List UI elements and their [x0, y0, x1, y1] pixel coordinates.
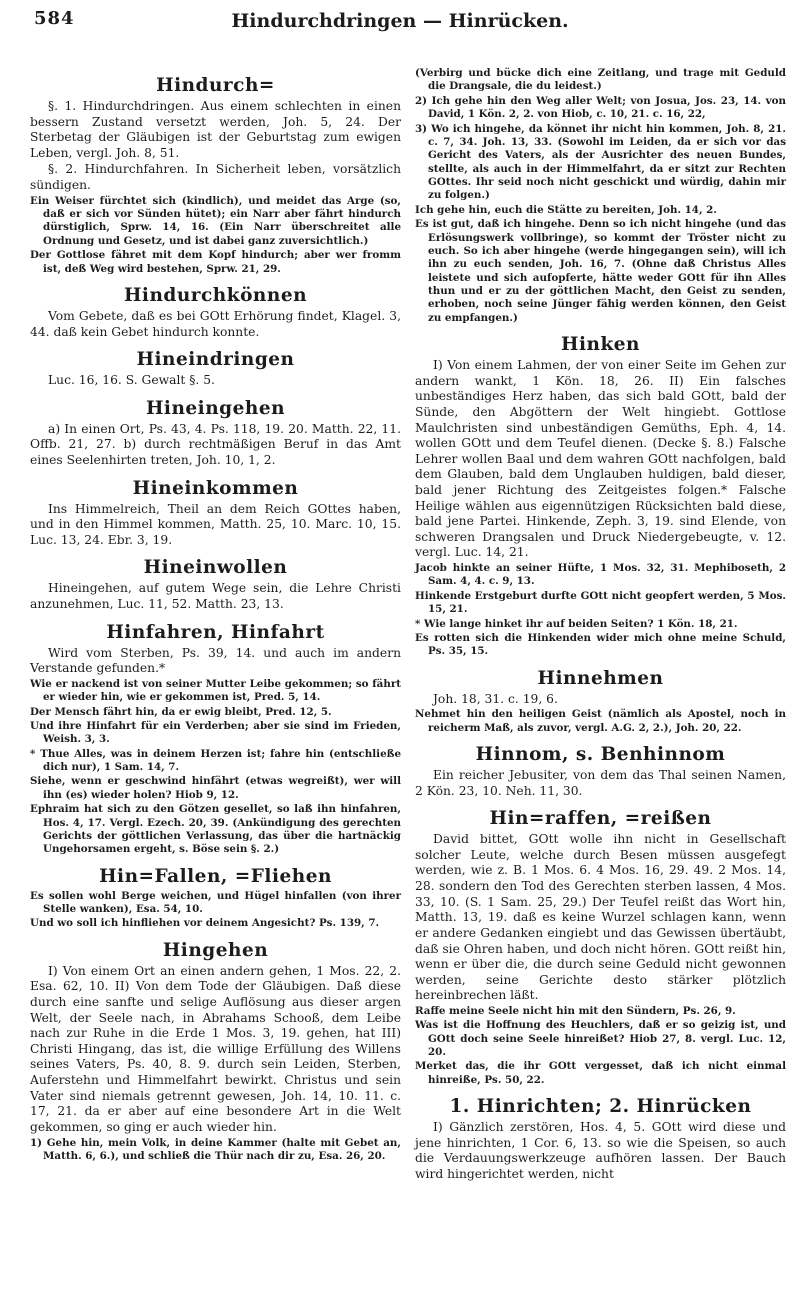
note-paragraph: Es ist gut, daß ich hingehe. Denn so ich nicht hingehe (und das Erlösungswerk vollbringe), so kommt der Tröster nicht zu euch. So ich aber hingehe (werde hingegangen sein), will ich ihn zu euch senden, Joh. 16, 7. (Ohne daß Christus Alles leistete und sich aufopferte, hätte weder GOtt für ihn Alles thun und er zu der göttlichen Macht, den Geist zu senden, erhoben, noch seine Jünger fähig werden können, den Geist zu empfangen.): [415, 218, 786, 324]
page-header: [0, 0, 800, 44]
body-paragraph: I) Gänzlich zerstören, Hos. 4, 5. GOtt wird diese und jene hinrichten, 1 Cor. 6, 13. so wie die Speisen, so auch die Verdauungswerkzeuge aufhören lassen. Der Bauch wird hingerichtet werden, nicht: [415, 1120, 786, 1182]
right-column: [415, 66, 786, 1184]
entry-heading: Hineinkommen: [132, 477, 299, 499]
running-title: Hindurchdringen — Hinrücken.: [231, 10, 569, 32]
entry-heading: Hinnom, s. Benhinnom: [475, 744, 726, 766]
entry-heading: Hineindringen: [136, 349, 295, 371]
body-paragraph: Ein reicher Jebusiter, von dem das Thal seinen Namen, 2 Kön. 23, 10. Neh. 11, 30.: [415, 768, 786, 798]
entry-heading: Hin=Fallen, =Fliehen: [99, 865, 332, 887]
body-paragraph: Wird vom Sterben, Ps. 39, 14. und auch im andern Verstande gefunden.*: [30, 645, 401, 676]
note-paragraph: (Verbirg und bücke dich eine Zeitlang, und trage mit Geduld die Drangsale, die du leidest.): [415, 67, 786, 93]
note-paragraph: 3) Wo ich hingehe, da könnet ihr nicht hin kommen, Joh. 8, 21. c. 7, 34. Joh. 13, 33. (Sowohl im Leiden, da er sich vor das Gericht des Vaters, als der Ausrichter des neuen Bundes, stellte, als auch in der Himmelfahrt, da er sitzt zur Rechten GOttes. Ihr seid noch nicht geschickt und würdig, dahin mir zu folgen.): [415, 122, 786, 202]
note-paragraph: 2) Ich gehe hin den Weg aller Welt; von Josua, Jos. 23, 14. von David, 1 Kön. 2, 2. von Hiob, c. 10, 21. c. 16, 22,: [415, 94, 786, 121]
entry-heading: Hinnehmen: [537, 667, 664, 689]
body-paragraph: §. 2. Hindurchfahren. In Sicherheit leben, vorsätzlich sündigen.: [30, 162, 401, 193]
note-paragraph: Ich gehe hin, euch die Stätte zu bereiten, Joh. 14, 2.: [415, 203, 717, 216]
note-paragraph: Es rotten sich die Hinkenden wider mich ohne meine Schuld, Ps. 35, 15.: [415, 631, 786, 658]
note-paragraph: Raffe meine Seele nicht hin mit den Sündern, Ps. 26, 9.: [415, 1004, 736, 1017]
note-paragraph: Der Mensch fährt hin, da er ewig bleibt, Pred. 12, 5.: [30, 705, 332, 718]
body-paragraph: David bittet, GOtt wolle ihn nicht in Gesellschaft solcher Leute, welche durch Besen müssen ausgefegt werden, wie z. B. 1 Mos. 6. 4 Mos. 16, 29. 49. 2 Mos. 14, 28. sondern den Tod des Gerechten sterben lassen, 4 Mos. 33, 10. (S. 1 Sam. 25, 29.) Der Teufel reißt das Wort hin, Matth. 13, 19. daß es keine Wurzel schlagen kann, wenn er andere Gedanken eingiebt und das Gewissen übertäubt, daß sie Ohren haben, und doch nicht hören. GOtt reißt hin, wenn er über die, die durch seine Geduld nicht gewonnen werden, seine Gerichte desto stärker plötzlich hereinbrechen läßt.: [415, 832, 786, 1003]
body-paragraph: Vom Gebete, daß es bei GOtt Erhörung findet, Klagel. 3, 44. daß kein Gebet hindurch konnte.: [30, 308, 401, 339]
body-paragraph: a) In einen Ort, Ps. 43, 4. Ps. 118, 19. 20. Matth. 22, 11. Offb. 21, 27. b) durch rechtmäßigen Beruf in das Amt eines Seelenhirten treten, Joh. 10, 1, 2.: [30, 421, 401, 467]
entry-heading: Hindurchkönnen: [123, 284, 308, 306]
body-paragraph: Hineingehen, auf gutem Wege sein, die Lehre Christi anzunehmen, Luc. 11, 52. Matth. 23, 13.: [30, 581, 401, 611]
note-paragraph: Und wo soll ich hinfliehen vor deinem Angesicht? Ps. 139, 7.: [30, 917, 380, 930]
body-paragraph: Ins Himmelreich, Theil an dem Reich GOttes haben, und in den Himmel kommen, Matth. 25, 10. Marc. 10, 15. Luc. 13, 24. Ebr. 3, 19.: [30, 501, 401, 547]
entry-heading: Hin=raffen, =reißen: [489, 808, 712, 830]
entry-heading: Hinfahren, Hinfahrt: [106, 621, 325, 643]
note-paragraph: Was ist die Hoffnung des Heuchlers, daß er so geizig ist, und GOtt doch seine Seele hinreißet? Hiob 27, 8. vergl. Luc. 12, 20.: [415, 1019, 786, 1059]
note-paragraph: Jacob hinkte an seiner Hüfte, 1 Mos. 32, 31. Mephiboseth, 2 Sam. 4, 4. c. 9, 13.: [415, 562, 786, 588]
body-paragraph: Joh. 18, 31. c. 19, 6.: [433, 691, 558, 706]
note-paragraph: Nehmet hin den heiligen Geist (nämlich als Apostel, noch in reicherm Maß, als zuvor, vergl. A.G. 2, 2.), Joh. 20, 22.: [415, 708, 786, 734]
body-paragraph: I) Von einem Lahmen, der von einer Seite im Gehen zur andern wankt, 1 Kön. 18, 26. II) Ein falsches unbeständiges Herz haben, das sich bald GOtt, bald der Sünde, den Abgöttern der Welt hingiebt. Gottlose Maulchristen sind unbeständigen Gemüths, Eph. 4, 14. wollen GOtt und dem Teufel dienen. (Decke §. 8.) Falsche Lehrer wollen Baal und dem wahren GOtt nachfolgen, bald dem Glauben, bald dem Unglauben huldigen, bald dieser, bald jener Richtung des Zeitgeistes folgen.* Falsche Heilige wählen aus eigennützigen Rücksichten bald diese, bald jene Partei. Hinkende, Zeph. 3, 19. sind Elende, von schweren Drangsalen und Druck Niedergebeugte, v. 12. vergl. Luc. 14, 21.: [415, 358, 786, 560]
note-paragraph: Siehe, wenn er geschwind hinfährt (etwas wegreißt), wer will ihn (es) wieder holen? Hiob 9, 12.: [30, 775, 401, 801]
text-columns: [0, 44, 800, 1184]
note-paragraph: Der Gottlose fähret mit dem Kopf hindurch; aber wer fromm ist, deß Weg wird bestehen, Sprw. 21, 29.: [30, 249, 401, 275]
page-number: 584: [34, 8, 75, 29]
note-paragraph: Hinkende Erstgeburt durfte GOtt nicht geopfert werden, 5 Mos. 15, 21.: [415, 589, 786, 616]
entry-heading: Hingehen: [162, 939, 269, 961]
note-paragraph: Und ihre Hinfahrt für ein Verderben; aber sie sind im Frieden, Weish. 3, 3.: [30, 719, 401, 746]
body-paragraph: I) Von einem Ort an einen andern gehen, 1 Mos. 22, 2. Esa. 62, 10. II) Von dem Tode der Gläubigen. Daß diese durch eine sanfte und selige Auflösung aus dieser argen Welt, der Seele nach, in Abrahams Schooß, dem Leibe nach zur Ruhe in die Erde 1 Mos. 3, 19. gehen, hat III) Christi Hingang, das ist, die willige Erfüllung des Willens seines Vaters, Ps. 40, 8. 9. durch sein Leiden, Sterben, Auferstehn und Himmelfahrt bewirkt. Christus und sein Vater sind niemals getrennt gewesen, Joh. 14, 10. 11. c. 17, 21. da er aber auf eine besondere Art in die Welt gekommen, so ging er auch wieder hin.: [30, 963, 401, 1134]
note-paragraph: Ephraim hat sich zu den Götzen gesellet, so laß ihn hinfahren, Hos. 4, 17. Vergl. Ezech. 20, 39. (Ankündigung des gerechten Gerichts der göttlichen Verlassung, das über die hartnäckig Ungehorsamen ergeht, s. Böse sein §. 2.): [30, 803, 401, 856]
note-paragraph: 1) Gehe hin, mein Volk, in deine Kammer (halte mit Gebet an, Matth. 6, 6.), und schließ die Thür nach dir zu, Esa. 26, 20.: [30, 1136, 401, 1162]
note-paragraph: Wie er nackend ist von seiner Mutter Leibe gekommen; so fährt er wieder hin, wie er gekommen ist, Pred. 5, 14.: [30, 677, 401, 704]
note-paragraph: Merket das, die ihr GOtt vergesset, daß ich nicht einmal hinreiße, Ps. 50, 22.: [415, 1060, 786, 1086]
entry-heading: Hinken: [561, 334, 640, 356]
entry-heading: 1. Hinrichten; 2. Hinrücken: [449, 1096, 752, 1118]
note-paragraph: Ein Weiser fürchtet sich (kindlich), und meidet das Arge (so, daß er sich vor Sünden hütet); ein Narr aber fährt hindurch dürstiglich, Sprw. 14, 16. (Ein Narr überschreitet alle Ordnung und Gesetz, und ist dabei ganz zuversichtlich.): [30, 194, 401, 247]
entry-heading: Hindurch=: [156, 75, 275, 96]
left-column: [30, 66, 401, 1184]
body-paragraph: §. 1. Hindurchdringen. Aus einem schlechten in einen bessern Zustand versetzt werden, Joh. 5, 24. Der Sterbetag der Gläubigen ist der Geburtstag zum ewigen Leben, vergl. Joh. 8, 51.: [30, 99, 401, 160]
body-paragraph: Luc. 16, 16. S. Gewalt §. 5.: [48, 373, 215, 388]
entry-heading: Hineinwollen: [143, 557, 288, 579]
note-paragraph: Es sollen wohl Berge weichen, und Hügel hinfallen (von ihrer Stelle wanken), Esa. 54, 10.: [30, 889, 401, 916]
entry-heading: Hineingehen: [145, 397, 286, 419]
note-paragraph: * Thue Alles, was in deinem Herzen ist; fahre hin (entschließe dich nur), 1 Sam. 14, 7.: [30, 747, 401, 774]
note-paragraph: * Wie lange hinket ihr auf beiden Seiten? 1 Kön. 18, 21.: [415, 617, 738, 630]
